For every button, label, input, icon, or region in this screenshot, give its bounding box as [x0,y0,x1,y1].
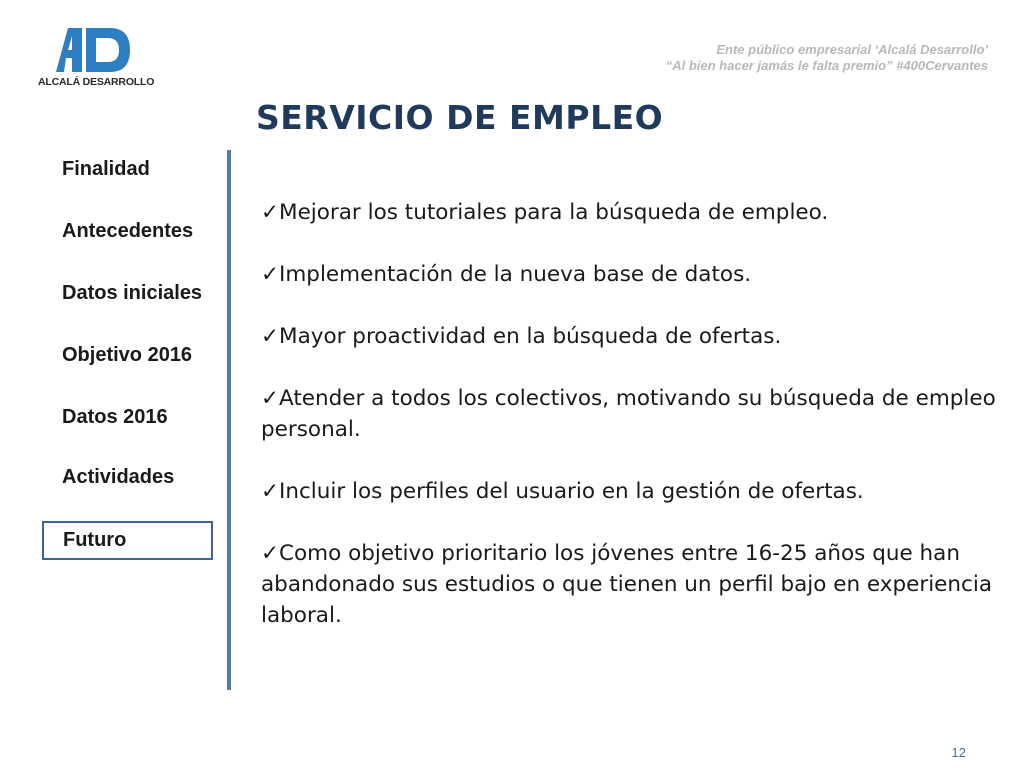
list-item [261,321,996,352]
check-icon: ✓ [261,541,280,566]
vertical-divider [227,150,231,690]
bullet-text: Como objetivo prioritario los jóvenes entre 16-25 años que han abandonado sus estudios o que tienen un perfil bajo en experiencia laboral. [261,541,992,628]
page-number: 12 [951,745,966,760]
check-icon: ✓ [261,262,280,287]
check-icon: ✓ [261,324,280,349]
bullet-text: Incluir los perfiles del usuario en la gestión de ofertas. [279,479,864,504]
header-line-1: Ente público empresarial ‘Alcalá Desarrollo’ [716,42,988,57]
bullet-list [261,197,996,662]
alcala-desarrollo-logo-icon [38,24,150,76]
sidebar-item-datos-2016[interactable]: Datos 2016 [62,406,168,428]
check-icon: ✓ [261,200,280,225]
bullet-text: Atender a todos los colectivos, motivando su búsqueda de empleo personal. [261,386,996,442]
header-tagline [666,42,988,74]
sidebar-item-actividades[interactable]: Actividades [62,466,175,488]
page-title: SERVICIO DE EMPLEO [256,98,664,137]
list-item [261,197,996,228]
check-icon: ✓ [261,386,280,411]
bullet-text: Mayor proactividad en la búsqueda de ofertas. [279,324,782,349]
list-item [261,383,996,445]
check-icon: ✓ [261,479,280,504]
bullet-text: Mejorar los tutoriales para la búsqueda de empleo. [279,200,829,225]
company-logo [38,24,155,90]
sidebar-item-antecedentes[interactable]: Antecedentes [62,220,194,242]
logo-text: ALCALÁ DESARROLLO [38,76,155,88]
bullet-text: Implementación de la nueva base de datos. [279,262,752,287]
sidebar-item-finalidad[interactable]: Finalidad [62,158,150,180]
sidebar-item-datos-iniciales[interactable]: Datos iniciales [62,282,203,304]
list-item [261,538,996,631]
header-line-2: “Al bien hacer jamás le falta premio” #400Cervantes [665,58,988,73]
sidebar-item-objetivo-2016[interactable]: Objetivo 2016 [62,344,193,366]
list-item [261,476,996,507]
list-item [261,259,996,290]
sidebar-item-futuro[interactable]: Futuro [42,521,213,560]
